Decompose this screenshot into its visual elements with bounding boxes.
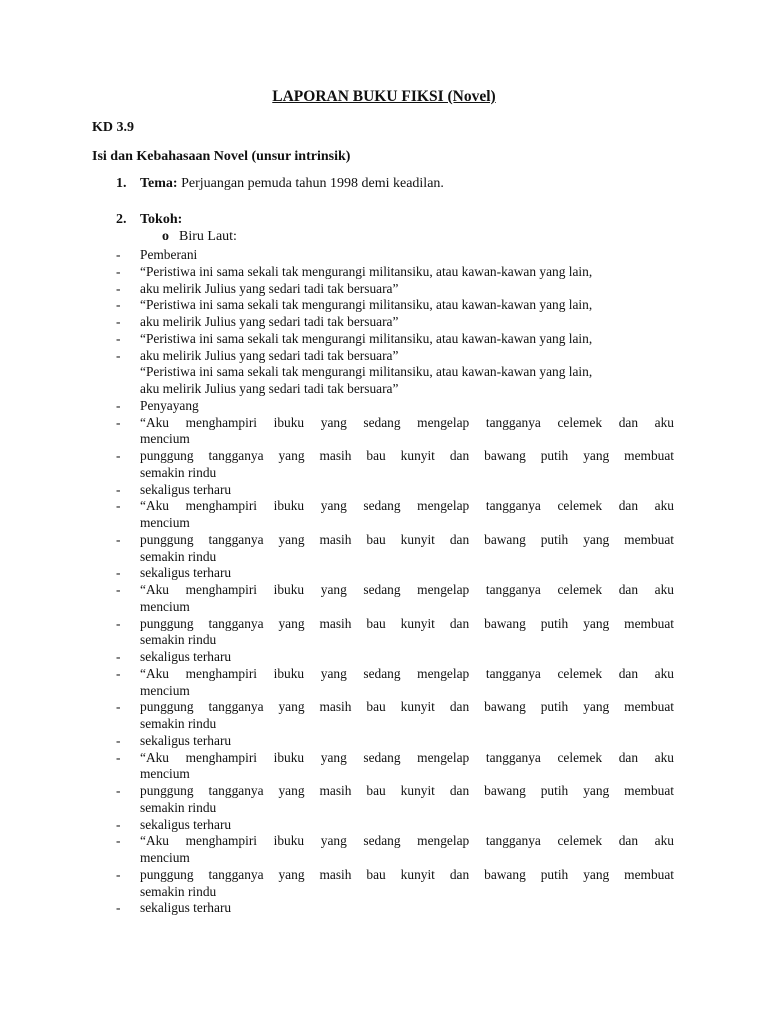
list-item bbox=[116, 398, 674, 415]
list-item bbox=[116, 733, 674, 750]
list-item-text: aku melirik Julius yang sedari tadi tak bersuara” bbox=[140, 347, 399, 363]
list-item bbox=[116, 247, 674, 264]
dash-marker: - bbox=[116, 314, 121, 329]
dash-marker: - bbox=[116, 665, 121, 681]
dash-marker: - bbox=[116, 866, 121, 882]
list-item-continuation: semakin rindu bbox=[140, 716, 217, 731]
dash-marker: - bbox=[116, 783, 121, 798]
list-item bbox=[116, 297, 674, 314]
list-item bbox=[116, 264, 674, 281]
dash-marker: - bbox=[116, 247, 121, 262]
dash-marker: - bbox=[116, 900, 121, 916]
document-title: LAPORAN BUKU FIKSI (Novel) bbox=[272, 88, 496, 105]
dash-marker: - bbox=[116, 749, 121, 765]
list-item-continuation: mencium bbox=[140, 850, 190, 865]
dash-marker: - bbox=[116, 531, 121, 547]
dash-marker: - bbox=[116, 732, 121, 748]
list-item bbox=[116, 817, 674, 834]
list-item-text: sekaligus terharu bbox=[140, 481, 232, 497]
list-item-text: sekaligus terharu bbox=[140, 732, 232, 748]
bullet-marker: o bbox=[162, 229, 169, 244]
list-item bbox=[116, 867, 674, 901]
kd-label: KD 3.9 bbox=[92, 120, 134, 135]
list-item-text: aku melirik Julius yang sedari tadi tak bersuara” bbox=[140, 280, 399, 296]
dash-marker: - bbox=[116, 263, 121, 279]
list-item-text: punggung tangganya yang masih bau kunyit dan bawang putih yang membuat bbox=[140, 531, 674, 547]
list-item-text: aku melirik Julius yang sedari tadi tak bersuara” bbox=[140, 314, 399, 329]
list-item-text: “Peristiwa ini sama sekali tak mengurangi militansiku, atau kawan-kawan yang lain, bbox=[140, 364, 593, 380]
list-item-number: 1. bbox=[116, 176, 127, 191]
list-item-tema bbox=[116, 176, 444, 192]
list-item-continuation: mencium bbox=[140, 598, 190, 614]
list-item-label: Tokoh: bbox=[140, 212, 183, 227]
dash-marker: - bbox=[116, 833, 121, 849]
dash-marker: - bbox=[116, 347, 121, 363]
list-item-text: sekaligus terharu bbox=[140, 649, 232, 664]
list-item-continuation: mencium bbox=[140, 431, 190, 447]
list-item-text: punggung tangganya yang masih bau kunyit dan bawang putih yang membuat bbox=[140, 615, 674, 631]
list-item bbox=[116, 482, 674, 499]
dash-marker: - bbox=[116, 649, 121, 664]
list-item-text: Penyayang bbox=[140, 397, 199, 413]
character-name: Biru Laut: bbox=[179, 229, 237, 244]
list-item-text: punggung tangganya yang masih bau kunyit dan bawang putih yang membuat bbox=[140, 783, 674, 798]
list-item-text: sekaligus terharu bbox=[140, 565, 232, 581]
dash-marker: - bbox=[116, 330, 121, 346]
list-item bbox=[116, 415, 674, 449]
dash-marker: - bbox=[116, 297, 121, 313]
list-item bbox=[116, 448, 674, 482]
list-item-text: Perjuangan pemuda tahun 1998 demi keadilan. bbox=[177, 176, 444, 191]
list-item bbox=[116, 783, 674, 817]
list-item bbox=[116, 331, 674, 348]
list-item-text: aku melirik Julius yang sedari tadi tak bersuara” bbox=[140, 381, 399, 396]
list-item-text: “Aku menghampiri ibuku yang sedang mengelap tangganya celemek dan aku bbox=[140, 833, 674, 849]
dash-marker: - bbox=[116, 280, 121, 296]
list-item-text: punggung tangganya yang masih bau kunyit dan bawang putih yang membuat bbox=[140, 866, 674, 882]
list-item-number: 2. bbox=[116, 212, 127, 227]
list-item bbox=[116, 364, 674, 381]
list-item-text: “Aku menghampiri ibuku yang sedang mengelap tangganya celemek dan aku bbox=[140, 414, 674, 430]
list-item bbox=[116, 281, 674, 298]
list-item-text: “Peristiwa ini sama sekali tak mengurangi militansiku, atau kawan-kawan yang lain, bbox=[140, 263, 593, 279]
list-item-text: sekaligus terharu bbox=[140, 816, 232, 832]
list-item bbox=[116, 666, 674, 700]
list-item-continuation: semakin rindu bbox=[140, 883, 217, 899]
list-item-text: sekaligus terharu bbox=[140, 900, 232, 916]
dash-marker: - bbox=[116, 816, 121, 832]
list-item bbox=[116, 900, 674, 917]
dash-marker: - bbox=[116, 699, 121, 715]
list-item bbox=[116, 699, 674, 733]
list-item bbox=[116, 582, 674, 616]
character-description-list bbox=[116, 247, 674, 917]
dash-marker: - bbox=[116, 498, 121, 514]
list-item bbox=[116, 348, 674, 365]
list-item-continuation: semakin rindu bbox=[140, 464, 217, 480]
list-item-text: “Aku menghampiri ibuku yang sedang mengelap tangganya celemek dan aku bbox=[140, 749, 674, 765]
list-item bbox=[116, 565, 674, 582]
list-item bbox=[116, 750, 674, 784]
dash-marker: - bbox=[116, 481, 121, 497]
list-item-continuation: semakin rindu bbox=[140, 548, 217, 564]
list-item bbox=[116, 833, 674, 867]
list-item-label: Tema: bbox=[140, 176, 178, 191]
dash-marker: - bbox=[116, 397, 121, 413]
list-item bbox=[116, 616, 674, 650]
list-item-continuation: semakin rindu bbox=[140, 799, 217, 815]
list-item bbox=[116, 381, 674, 398]
section-subtitle: Isi dan Kebahasaan Novel (unsur intrinsik) bbox=[92, 149, 351, 164]
list-item-tokoh bbox=[116, 212, 182, 228]
list-item bbox=[116, 498, 674, 532]
dash-marker: - bbox=[116, 565, 121, 581]
list-item bbox=[116, 532, 674, 566]
dash-marker: - bbox=[116, 448, 121, 463]
list-item-continuation: mencium bbox=[140, 682, 190, 698]
dash-marker: - bbox=[116, 414, 121, 430]
list-item-continuation: mencium bbox=[140, 766, 190, 782]
list-item-text: “Peristiwa ini sama sekali tak mengurangi militansiku, atau kawan-kawan yang lain, bbox=[140, 297, 593, 313]
list-item-continuation: mencium bbox=[140, 515, 190, 530]
list-item-text: Pemberani bbox=[140, 247, 198, 262]
list-item-text: punggung tangganya yang masih bau kunyit dan bawang putih yang membuat bbox=[140, 448, 674, 463]
list-item-text: “Aku menghampiri ibuku yang sedang mengelap tangganya celemek dan aku bbox=[140, 582, 674, 597]
sub-bullet-character bbox=[162, 229, 237, 245]
list-item bbox=[116, 649, 674, 666]
list-item-text: “Aku menghampiri ibuku yang sedang mengelap tangganya celemek dan aku bbox=[140, 665, 674, 681]
list-item-text: “Aku menghampiri ibuku yang sedang mengelap tangganya celemek dan aku bbox=[140, 498, 674, 514]
list-item bbox=[116, 314, 674, 331]
list-item-text: punggung tangganya yang masih bau kunyit dan bawang putih yang membuat bbox=[140, 699, 674, 715]
dash-marker: - bbox=[116, 582, 121, 597]
list-item-text: “Peristiwa ini sama sekali tak mengurangi militansiku, atau kawan-kawan yang lain, bbox=[140, 330, 593, 346]
dash-marker: - bbox=[116, 615, 121, 631]
list-item-continuation: semakin rindu bbox=[140, 632, 217, 648]
